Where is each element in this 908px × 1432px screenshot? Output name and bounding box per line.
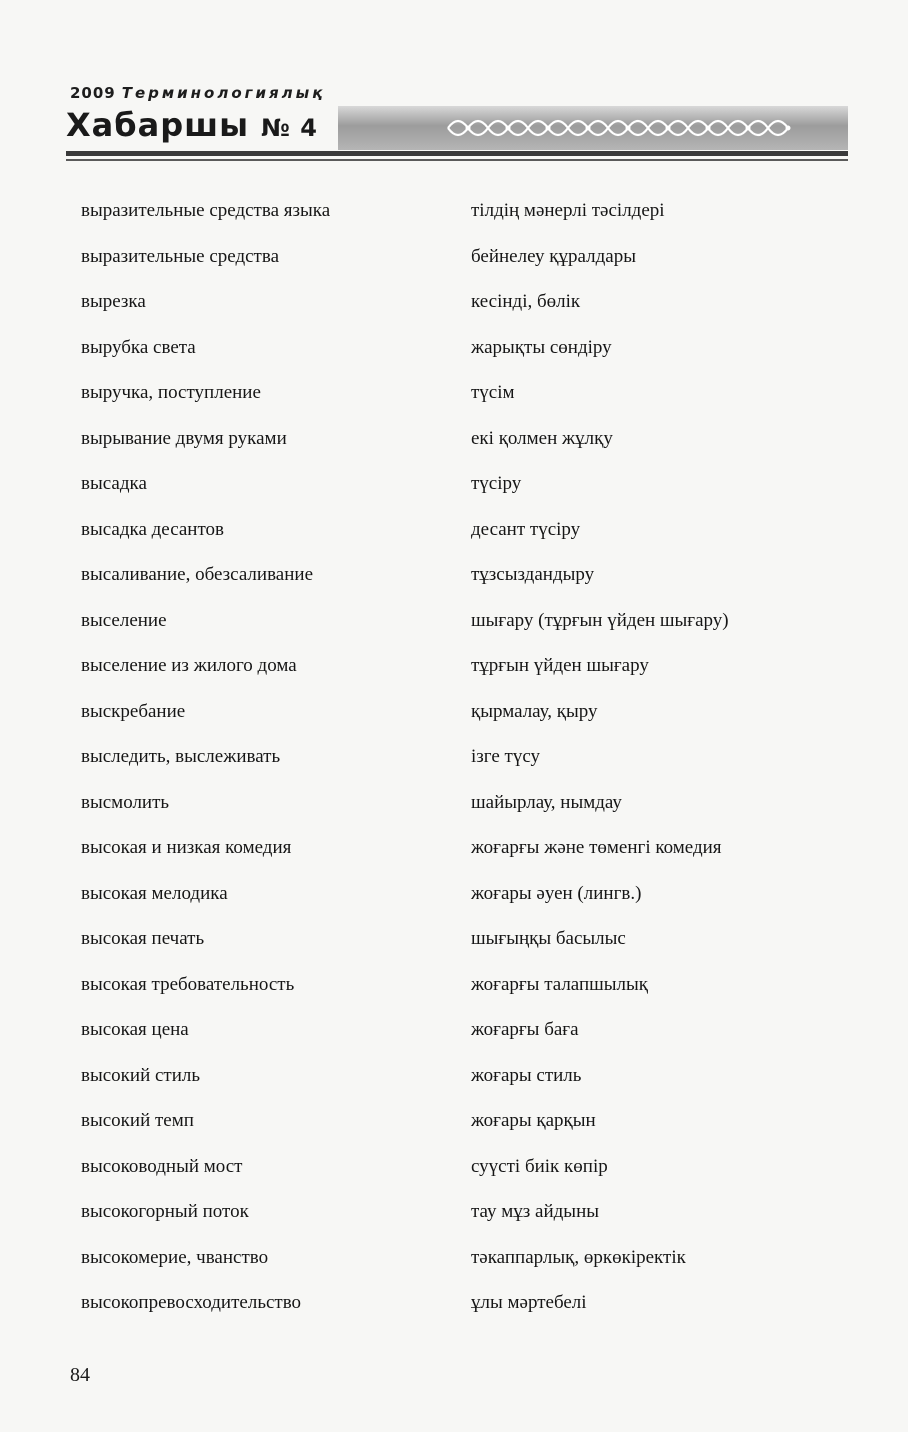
kazakh-term: тұзсыздандыру bbox=[471, 564, 595, 585]
kazakh-term: тұрғын үйден шығару bbox=[471, 655, 649, 676]
russian-term: выскребание bbox=[81, 700, 186, 722]
russian-term: высокая печать bbox=[81, 928, 205, 949]
kazakh-term: жоғарғы және төменгі комедия bbox=[471, 837, 722, 858]
kazakh-term: ұлы мәртебелі bbox=[471, 1292, 587, 1313]
journal-issue: № 4 bbox=[261, 114, 318, 142]
glossary-entry bbox=[0, 972, 908, 1018]
glossary-entry bbox=[0, 380, 908, 426]
glossary-entry bbox=[0, 517, 908, 563]
russian-term: высоководный мост bbox=[81, 1155, 243, 1177]
russian-term: высокая цена bbox=[81, 1019, 189, 1040]
russian-term: высокая требовательность bbox=[81, 973, 295, 995]
kazakh-term: жоғары қарқын bbox=[471, 1110, 596, 1131]
kazakh-term: суүсті биік көпір bbox=[471, 1155, 608, 1177]
glossary-entry bbox=[0, 1017, 908, 1063]
journal-year: 2009 bbox=[70, 84, 116, 102]
russian-term: высокая и низкая комедия bbox=[81, 837, 292, 858]
journal-subtitle-text: Терминологиялық bbox=[121, 84, 326, 102]
kazakh-term: жоғары стиль bbox=[471, 1064, 582, 1086]
kazakh-term: қырмалау, қыру bbox=[471, 700, 598, 722]
glossary-entry bbox=[0, 835, 908, 881]
russian-term: вырезка bbox=[81, 291, 146, 312]
glossary-entry bbox=[0, 198, 908, 244]
kazakh-term: десант түсіру bbox=[471, 518, 581, 540]
russian-term: выследить, выслеживать bbox=[81, 746, 281, 767]
glossary-entry bbox=[0, 744, 908, 790]
russian-term: выселение из жилого дома bbox=[81, 655, 297, 676]
russian-term: высокая мелодика bbox=[81, 882, 228, 904]
kazakh-term: жоғарғы талапшылық bbox=[471, 973, 649, 995]
russian-term: выручка, поступление bbox=[81, 382, 261, 403]
glossary-entry bbox=[0, 289, 908, 335]
kazakh-term: жоғарғы баға bbox=[471, 1019, 579, 1040]
glossary-entry bbox=[0, 244, 908, 290]
page-header bbox=[0, 0, 908, 175]
glossary-list bbox=[0, 198, 908, 1336]
journal-subtitle bbox=[70, 84, 325, 102]
glossary-entry bbox=[0, 562, 908, 608]
russian-term: высокогорный поток bbox=[81, 1201, 249, 1222]
kazakh-term: кесінді, бөлік bbox=[471, 291, 581, 312]
glossary-entry bbox=[0, 881, 908, 927]
glossary-entry bbox=[0, 1199, 908, 1245]
kazakh-term: тәкаппарлық, өркөкіректік bbox=[471, 1246, 686, 1268]
kazakh-term: шығыңқы басылыс bbox=[471, 928, 626, 949]
russian-term: высмолить bbox=[81, 791, 170, 813]
glossary-entry bbox=[0, 608, 908, 654]
kazakh-term: екі қолмен жұлқу bbox=[471, 427, 613, 449]
journal-title bbox=[66, 106, 318, 144]
russian-term: высадка bbox=[81, 473, 147, 494]
russian-term: высокий темп bbox=[81, 1110, 194, 1131]
kazakh-term: тау мұз айдыны bbox=[471, 1201, 599, 1222]
journal-title-text: Хабаршы bbox=[66, 106, 250, 144]
russian-term: высокий стиль bbox=[81, 1064, 201, 1086]
page-number: 84 bbox=[70, 1364, 90, 1386]
kazakh-term: жоғары әуен (лингв.) bbox=[471, 882, 642, 904]
kazakh-term: шайырлау, нымдау bbox=[471, 791, 622, 813]
russian-term: высадка десантов bbox=[81, 518, 224, 540]
kazakh-term: тілдің мәнерлі тәсілдері bbox=[471, 200, 665, 221]
glossary-entry bbox=[0, 926, 908, 972]
russian-term: вырывание двумя руками bbox=[81, 427, 287, 449]
header-rule-thick bbox=[66, 151, 848, 156]
kazakh-term: түсім bbox=[471, 382, 515, 403]
kazakh-term: түсіру bbox=[471, 473, 522, 494]
glossary-entry bbox=[0, 1063, 908, 1109]
glossary-entry bbox=[0, 653, 908, 699]
glossary-entry bbox=[0, 790, 908, 836]
glossary-entry bbox=[0, 1290, 908, 1336]
ornament-banner bbox=[338, 106, 848, 150]
glossary-entry bbox=[0, 335, 908, 381]
glossary-entry bbox=[0, 699, 908, 745]
kazakh-term: бейнелеу құралдары bbox=[471, 245, 636, 267]
kazakh-term: ізге түсу bbox=[471, 746, 540, 767]
russian-term: вырубка света bbox=[81, 336, 196, 358]
kazakh-term: жарықты сөндіру bbox=[471, 336, 612, 358]
russian-term: выселение bbox=[81, 609, 167, 631]
russian-term: выразительные средства bbox=[81, 245, 280, 267]
glossary-entry bbox=[0, 1108, 908, 1154]
russian-term: высокопревосходительство bbox=[81, 1292, 302, 1313]
russian-term: выразительные средства языка bbox=[81, 200, 331, 221]
glossary-entry bbox=[0, 471, 908, 517]
glossary-entry bbox=[0, 426, 908, 472]
header-rule-thin bbox=[66, 159, 848, 161]
glossary-entry bbox=[0, 1245, 908, 1291]
russian-term: высаливание, обезсаливание bbox=[81, 564, 313, 585]
glossary-entry bbox=[0, 1154, 908, 1200]
russian-term: высокомерие, чванство bbox=[81, 1246, 269, 1268]
kazakh-term: шығару (тұрғын үйден шығару) bbox=[471, 609, 729, 631]
ornament-pattern-icon bbox=[444, 110, 804, 146]
